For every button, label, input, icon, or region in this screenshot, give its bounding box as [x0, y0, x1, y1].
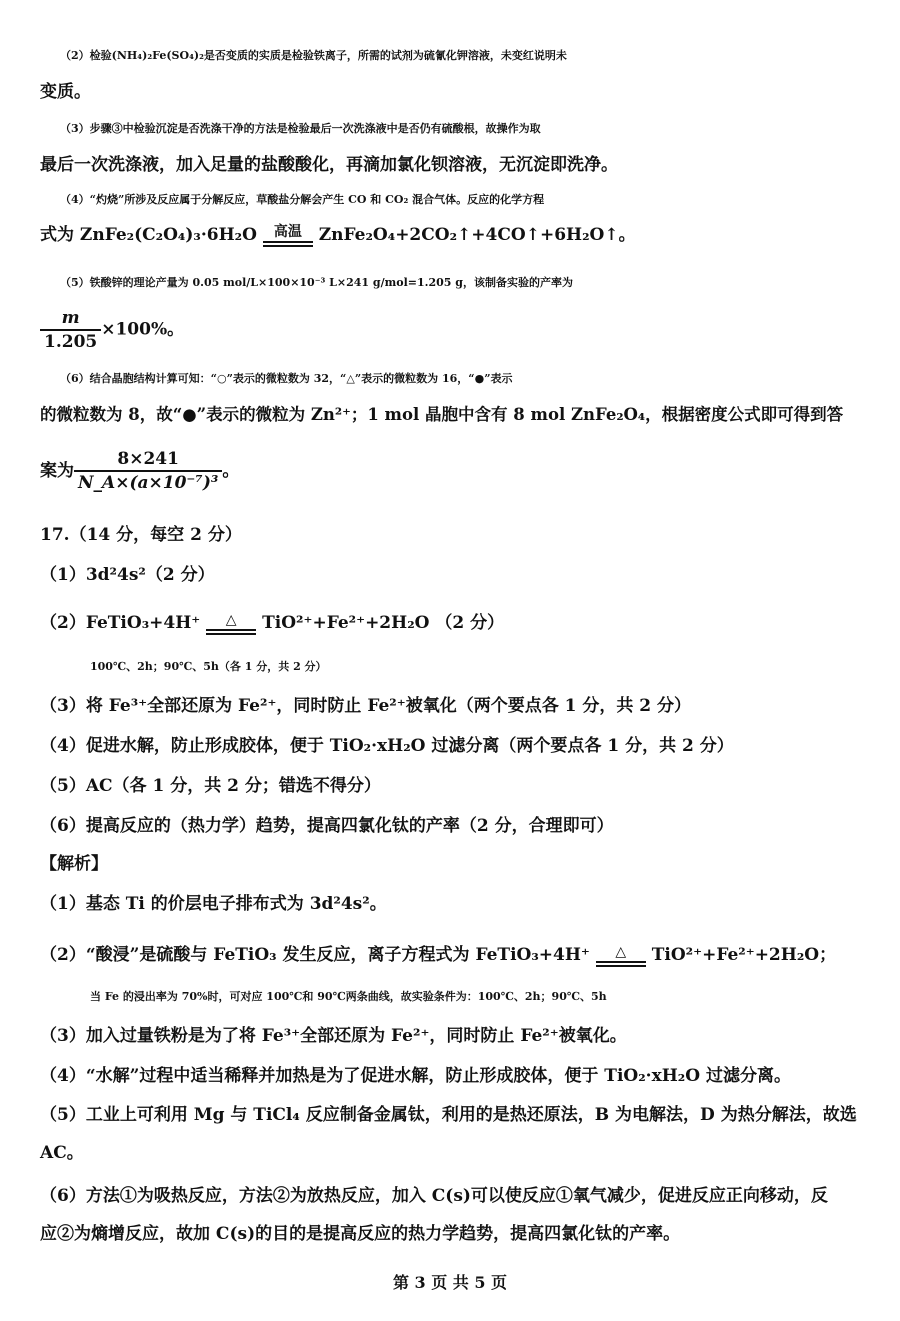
analysis-2 — [40, 944, 862, 967]
page-number-footer: 第 3 页 共 5 页 — [392, 1273, 508, 1292]
question-17-heading: 17.（14 分，每空 2 分） — [40, 525, 242, 545]
analysis-5-cont: AC。 — [40, 1143, 84, 1163]
density-fraction — [74, 448, 222, 494]
line-6-density — [40, 448, 862, 494]
line-2-check-cont: 变质。 — [40, 82, 91, 102]
line-2-check: （2）检验(NH₄)₂Fe(SO₄)₂是否变质的实质是检验铁离子，所需的试剂为硫氰化钾溶液，未变红说明未 — [60, 49, 567, 62]
density-prefix: 案为 — [40, 461, 74, 481]
yield-fraction — [40, 307, 101, 353]
answer-17-5: （5）AC（各 1 分，共 2 分；错选不得分） — [40, 776, 381, 796]
fraction-numerator: m — [40, 307, 101, 331]
analysis-2-product: TiO²⁺+Fe²⁺+2H₂O； — [651, 945, 837, 965]
answer-17-2-reactant: （2）FeTiO₃+4H⁺ — [40, 613, 201, 633]
line-5-fraction — [40, 307, 862, 353]
line-3-wash: （3）步骤③中检验沉淀是否洗涤干净的方法是检验最后一次洗涤液中是否仍有硫酸根，故操作为取 — [60, 122, 541, 135]
reaction-arrow — [263, 225, 313, 247]
analysis-3: （3）加入过量铁粉是为了将 Fe³⁺全部还原为 Fe²⁺，同时防止 Fe²⁺被氧化。 — [40, 1026, 627, 1046]
answer-17-2-conditions: 100℃、2h；90℃、5h（各 1 分，共 2 分） — [90, 660, 327, 673]
line-4-equation — [40, 224, 862, 247]
line-3-wash-cont: 最后一次洗涤液，加入足量的盐酸酸化，再滴加氯化钡溶液，无沉淀即洗净。 — [40, 155, 618, 175]
analysis-1: （1）基态 Ti 的价层电子排布式为 3d²4s²。 — [40, 894, 387, 914]
density-denominator: N_A×(a×10⁻⁷)³ — [78, 473, 219, 493]
equation-product: ZnFe₂O₄+2CO₂↑+4CO↑+6H₂O↑。 — [318, 225, 636, 245]
answer-17-3: （3）将 Fe³⁺全部还原为 Fe²⁺，同时防止 Fe²⁺被氧化（两个要点各 1 分，共 2 分） — [40, 696, 692, 716]
arrow-condition-heat: △ — [225, 611, 237, 628]
line-6-crystal-cont: 的微粒数为 8，故“●”表示的微粒为 Zn²⁺；1 mol 晶胞中含有 8 mol ZnFe₂O₄，根据密度公式即可得到答 — [40, 405, 844, 424]
analysis-6: （6）方法①为吸热反应，方法②为放热反应，加入 C(s)可以使反应①氧气减少，促进反应正向移动，反 — [40, 1186, 828, 1206]
fraction-denominator: 1.205 — [44, 332, 98, 352]
answer-17-6: （6）提高反应的（热力学）趋势，提高四氯化钛的产率（2 分，合理即可） — [40, 816, 614, 836]
answer-17-2 — [40, 612, 862, 635]
analysis-2-reactant: （2）“酸浸”是硫酸与 FeTiO₃ 发生反应，离子方程式为 FeTiO₃+4H⁺ — [40, 945, 590, 965]
density-suffix: 。 — [222, 461, 240, 481]
arrow-condition-heat: △ — [615, 943, 627, 960]
density-numerator: 8×241 — [74, 448, 222, 472]
answer-17-2-product: TiO²⁺+Fe²⁺+2H₂O （2 分） — [262, 613, 505, 633]
line-6-crystal: （6）结合晶胞结构计算可知：“○”表示的微粒数为 32，“△”表示的微粒数为 16，“●”表示 — [60, 372, 513, 385]
analysis-5: （5）工业上可利用 Mg 与 TiCl₄ 反应制备金属钛，利用的是热还原法，B 为电解法，D 为热分解法，故选 — [40, 1105, 857, 1125]
analysis-4: （4）“水解”过程中适当稀释并加热是为了促进水解，防止形成胶体，便于 TiO₂·xH₂O 过滤分离。 — [40, 1066, 791, 1086]
equation-reactant: 式为 ZnFe₂(C₂O₄)₃·6H₂O — [40, 225, 257, 245]
reaction-arrow — [206, 613, 256, 635]
fraction-suffix: ×100%。 — [101, 319, 185, 340]
analysis-6-cont: 应②为熵增反应，故加 C(s)的目的是提高反应的热力学趋势，提高四氯化钛的产率。 — [40, 1224, 681, 1244]
line-4-calcine: （4）“灼烧”所涉及反应属于分解反应，草酸盐分解会产生 CO 和 CO₂ 混合气体。反应的化学方程 — [60, 193, 545, 206]
analysis-2-conditions: 当 Fe 的浸出率为 70%时，可对应 100℃和 90℃两条曲线，故实验条件为：100℃、2h；90℃、5h — [90, 990, 607, 1003]
line-5-yield: （5）铁酸锌的理论产量为 0.05 mol/L×100×10⁻³ L×241 g/mol=1.205 g，该制备实验的产率为 — [60, 276, 573, 289]
analysis-heading: 【解析】 — [40, 854, 108, 874]
arrow-condition-high-temp: 高温 — [273, 223, 302, 240]
reaction-arrow — [596, 945, 646, 967]
answer-17-4: （4）促进水解，防止形成胶体，便于 TiO₂·xH₂O 过滤分离（两个要点各 1 分，共 2 分） — [40, 736, 734, 756]
answer-17-1: （1）3d²4s²（2 分） — [40, 565, 215, 585]
